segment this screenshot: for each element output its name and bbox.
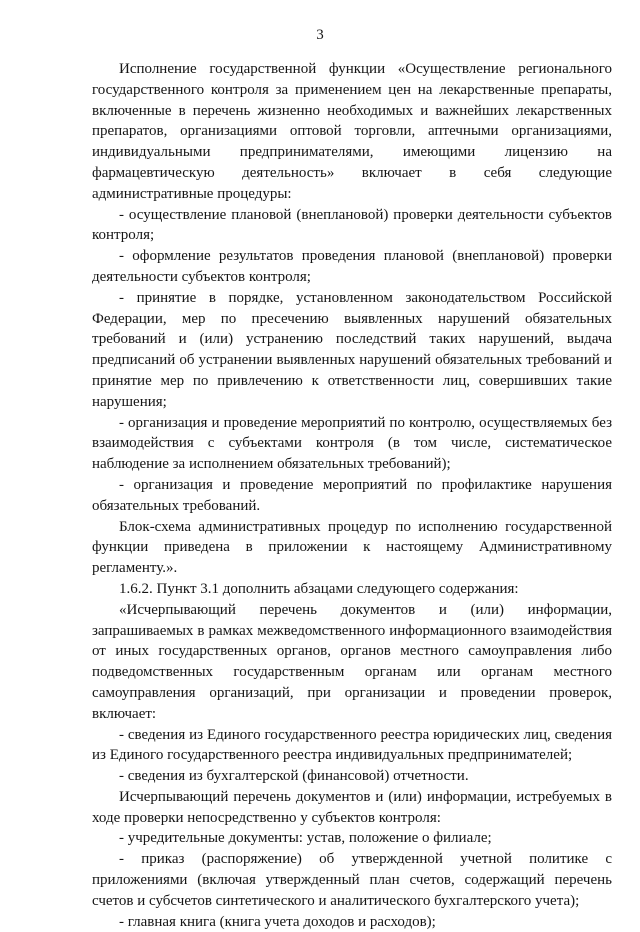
paragraph-function-procedures: Исполнение государственной функции «Осуществление регионального государственного контроля за применением цен на лекарственные препараты, включенные в перечень жизненно необходимых и важнейших лекарственных препаратов, организациями оптовой торговли, аптечными организациями, индивидуальными предпринимателями, имеющими лицензию на фармацевтическую деятельность» включает в себя следующие административные процедуры: (92, 61, 612, 202)
paragraph-clause-1-6-2: 1.6.2. Пункт 3.1 дополнить абзацами следующего содержания: (119, 580, 519, 597)
list-item-prevention: - организация и проведение мероприятий по профилактике нарушения обязательных требований. (92, 476, 612, 514)
list-item-inspection-results: - оформление результатов проведения плановой (внеплановой) проверки деятельности субъектов контроля; (92, 248, 612, 285)
document-body (92, 59, 612, 932)
paragraph-requested-documents: Исчерпывающий перечень документов и (или) информации, истребуемых в ходе проверки непосредственно у субъектов контроля: (92, 788, 612, 826)
paragraph-interagency-list: «Исчерпывающий перечень документов и (или) информации, запрашиваемых в рамках межведомственного информационного взаимодействия от иных государственных органов, органов местного самоуправления либо подведомственных государственным органам или органам местного самоуправления организаций, при организации и проведении проверок, включает: (92, 601, 612, 722)
list-item-accounting-policy: - приказ (распоряжение) об утвержденной учетной политике с приложениями (включая утвержденный план счетов, содержащий перечень счетов и субсчетов синтетического и аналитического бухгалтерского учета); (92, 851, 612, 909)
paragraph-flowchart: Блок-схема административных процедур по исполнению государственной функции приведена в приложении к настоящему Административному регламенту.». (92, 518, 612, 577)
list-item-accounting-info: - сведения из бухгалтерской (финансовой) отчетности. (119, 768, 469, 785)
list-item-founding-documents: - учредительные документы: устав, положение о филиале; (119, 830, 492, 847)
page-number: 3 (316, 27, 324, 43)
list-item-measures: - принятие в порядке, установленном законодательством Российской Федерации, мер по пресечению выявленных нарушений обязательных требований и (или) устранению последствий таких нарушений, выдача предписаний об устранении выявленных нарушений обязательных требований и принятие мер по привлечению к ответственности лиц, совершивших такие нарушения; (92, 289, 612, 410)
list-item-inspection: - осуществление плановой (внеплановой) проверки деятельности субъектов контроля; (92, 206, 612, 244)
list-item-monitoring: - организация и проведение мероприятий по контролю, осуществляемых без взаимодействия с субъектами контроля (в том числе, систематическое наблюдение за исполнением обязательных требований); (92, 414, 612, 473)
list-item-general-ledger: - главная книга (книга учета доходов и расходов); (119, 913, 436, 930)
list-item-registry-info: - сведения из Единого государственного реестра юридических лиц, сведения из Единого государственного реестра индивидуальных предпринимателей; (92, 726, 612, 764)
